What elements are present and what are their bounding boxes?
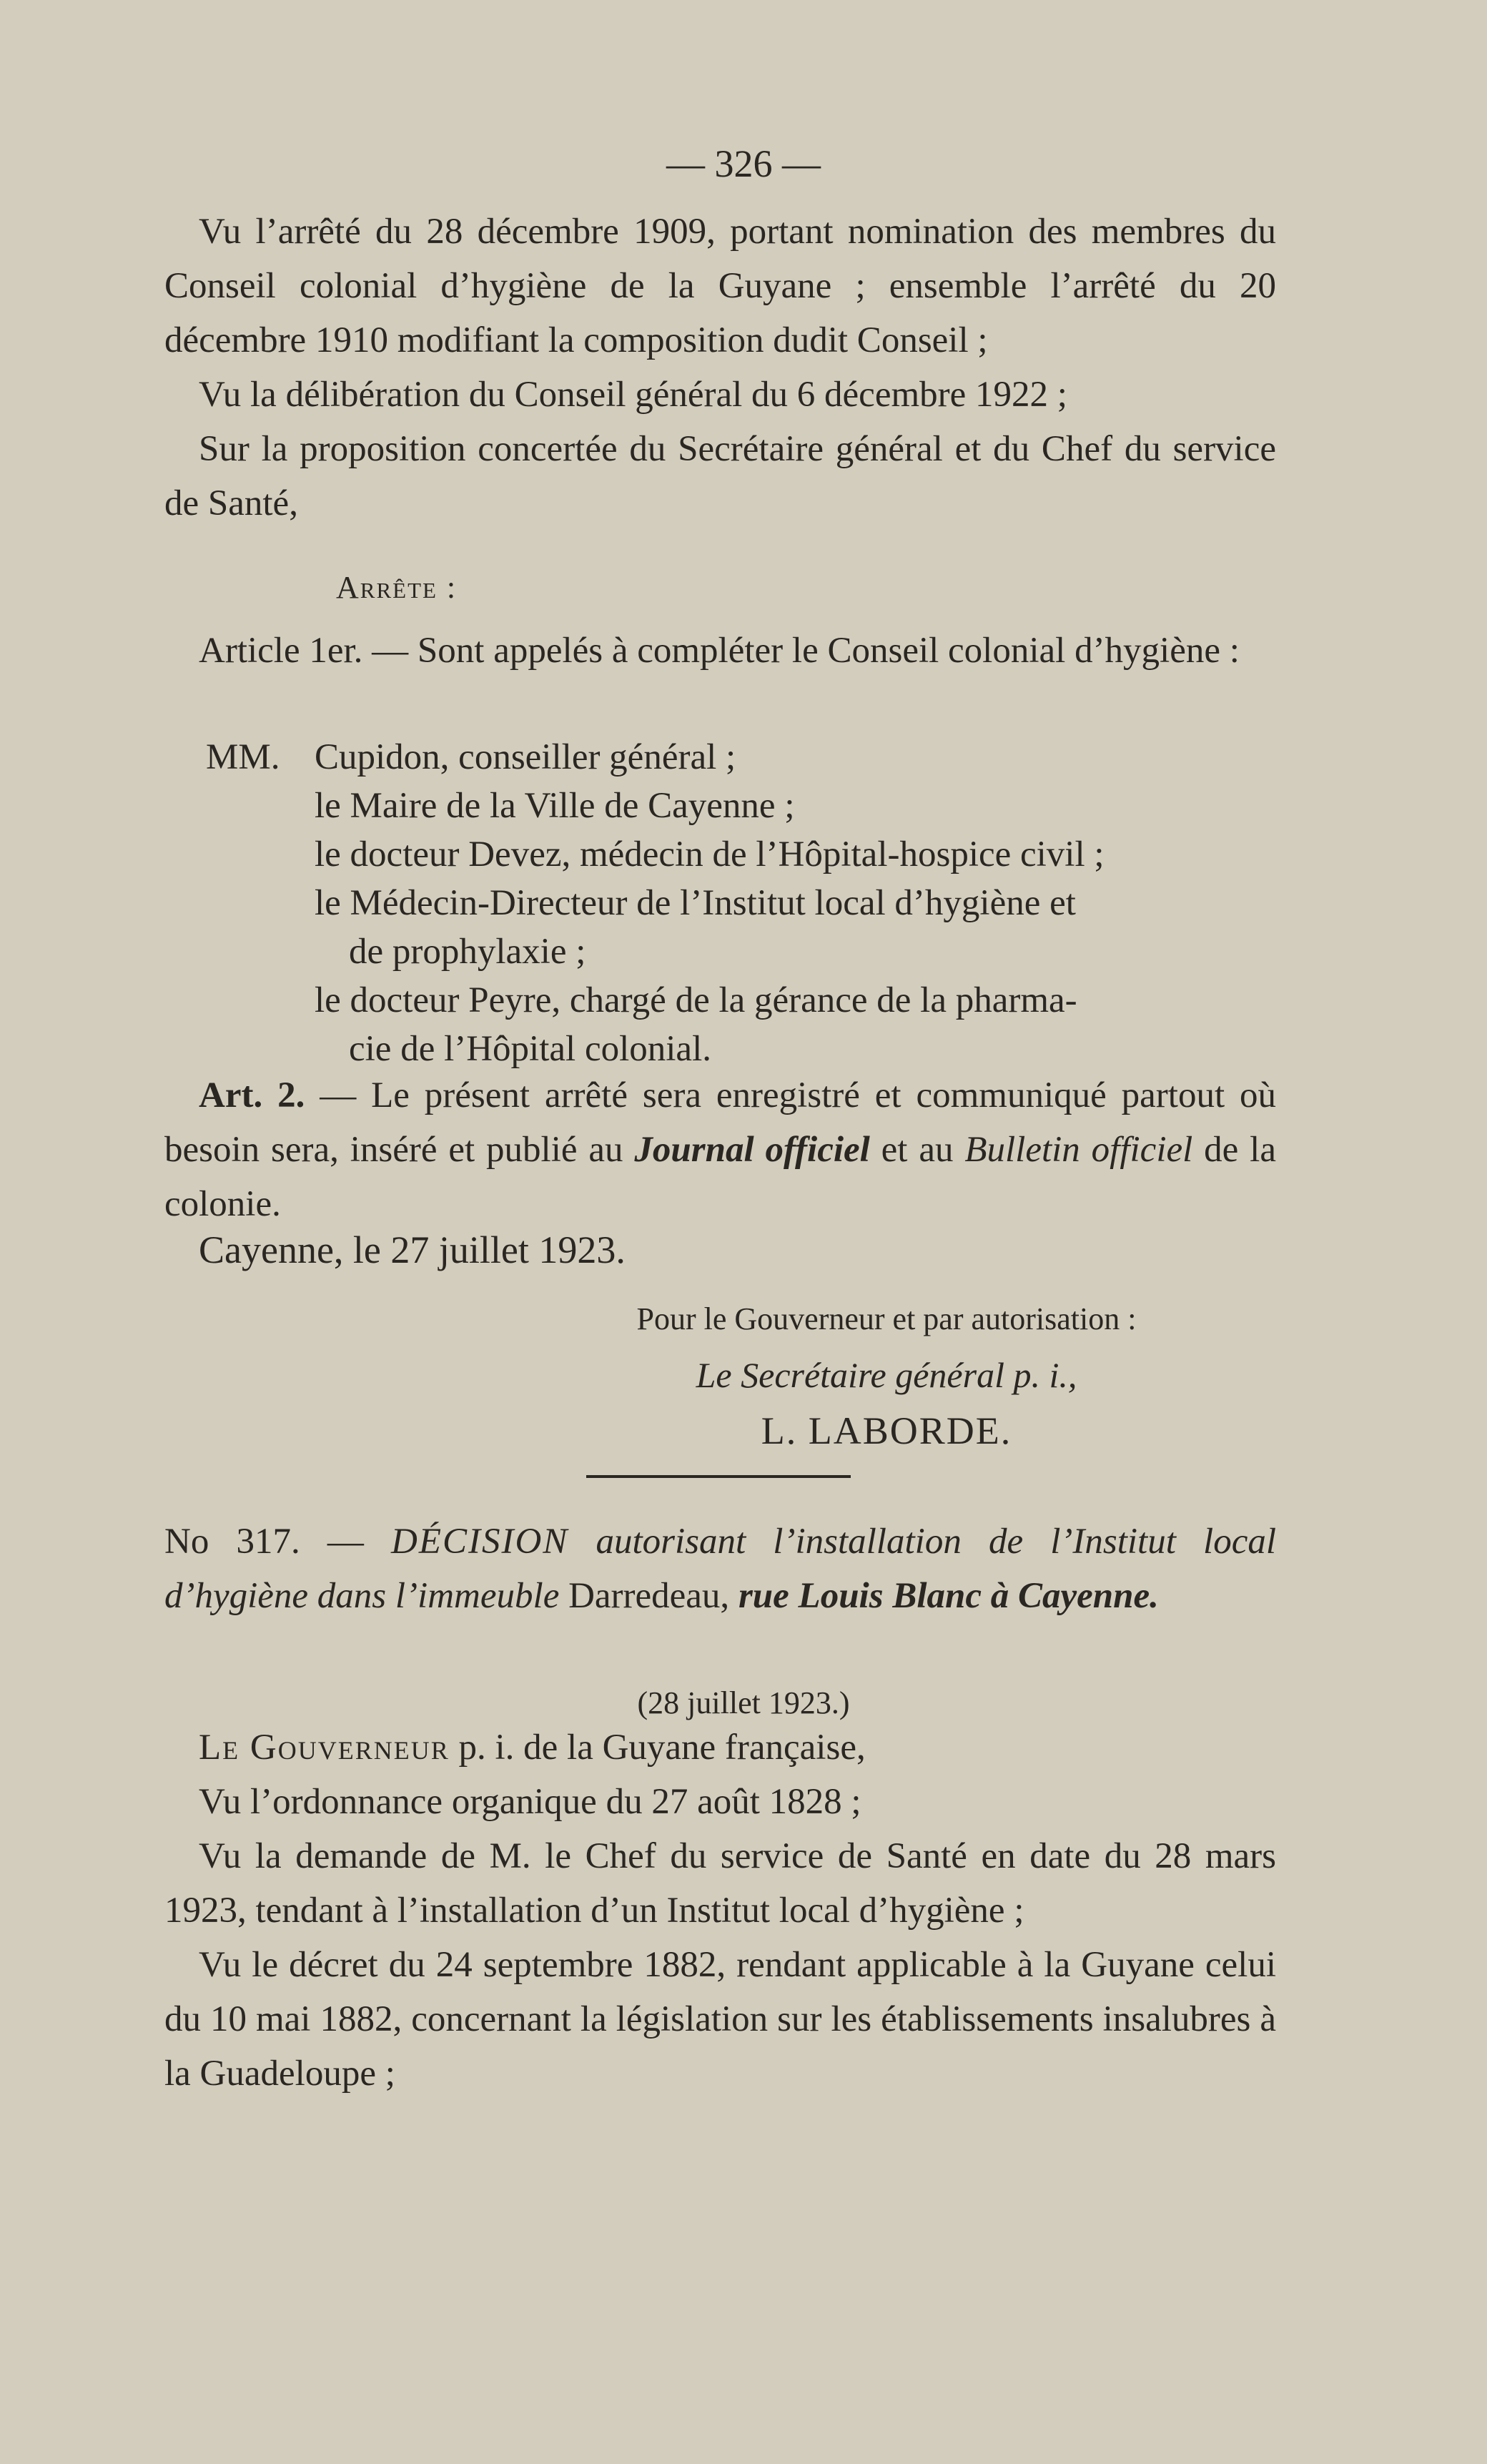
decision-number: No 317. — bbox=[164, 1522, 364, 1562]
article-2-label: Art. 2. bbox=[199, 1075, 305, 1115]
article-1-label: Article 1er. bbox=[199, 631, 363, 671]
decision-paragraph: Vu l’ordonnance organique du 27 août 1828 ; bbox=[199, 1782, 861, 1822]
signature-line-authority: Pour le Gouverneur et par autorisation : bbox=[636, 1301, 1137, 1336]
article-1 bbox=[164, 624, 1276, 678]
decision-body bbox=[164, 1720, 1276, 2101]
preamble-paragraph: Vu la délibération du Conseil général du 6 décembre 1922 ; bbox=[199, 375, 1067, 415]
preamble-paragraph: Sur la proposition concertée du Secrétaire général et du Chef du service de Santé, bbox=[164, 429, 1276, 523]
decision-heading: No 317. — DÉCISION autorisant l’installation de l’Institut local d’hygiène dans l’immeuble Darredeau, rue Louis Blanc à Cayenne. bbox=[164, 1522, 1276, 1616]
arrete-heading: Arrête : bbox=[336, 570, 458, 605]
member-item: Cupidon, conseiller général ; bbox=[315, 737, 736, 777]
journal-officiel: Journal officiel bbox=[634, 1130, 870, 1170]
member-item: le Médecin-Directeur de l’Institut local d’hygiène et de prophylaxie ; bbox=[315, 883, 1076, 972]
section-divider bbox=[586, 1475, 851, 1478]
decision-word: DÉCISION bbox=[391, 1522, 569, 1562]
decision-opening: Le Gouverneur p. i. de la Guyane française, bbox=[199, 1728, 866, 1768]
preamble-paragraph: Vu l’arrêté du 28 décembre 1909, portant nomination des membres du Conseil colonial d’hygiène de la Guyane ; ensemble l’arrêté du 20 décembre 1910 modifiant la composition dudit Conseil ; bbox=[164, 212, 1276, 360]
member-item: le docteur Devez, médecin de l’Hôpital-hospice civil ; bbox=[315, 834, 1105, 874]
members-list bbox=[315, 733, 1276, 1073]
signature-block bbox=[543, 1291, 1230, 1459]
page-number: — 326 — bbox=[666, 142, 821, 185]
signature-name: L. LABORDE. bbox=[761, 1409, 1012, 1452]
preamble bbox=[164, 204, 1276, 531]
decision-date: (28 juillet 1923.) bbox=[637, 1685, 850, 1720]
article-1-text: — Sont appelés à compléter le Conseil colonial d’hygiène : bbox=[362, 631, 1240, 671]
members-prefix: MM. bbox=[206, 737, 280, 777]
decision-paragraph: Vu le décret du 24 septembre 1882, rendant applicable à la Guyane celui du 10 mai 1882, concernant la législation sur les établissements insalubres à la Guadeloupe ; bbox=[164, 1945, 1276, 2094]
date-line: Cayenne, le 27 juillet 1923. bbox=[199, 1228, 626, 1271]
article-2: Art. 2. — Le présent arrêté sera enregistré et communiqué partout où besoin sera, inséré et publié au Journal officiel et au Bulletin officiel de la colonie. bbox=[164, 1075, 1276, 1224]
member-item: le docteur Peyre, chargé de la gérance de la pharma- cie de l’Hôpital colonial. bbox=[315, 980, 1077, 1069]
owner-name: Darredeau, bbox=[568, 1576, 730, 1616]
signature-line-title: Le Secrétaire général p. i., bbox=[696, 1355, 1077, 1395]
member-item: le Maire de la Ville de Cayenne ; bbox=[315, 786, 795, 826]
bulletin-officiel: Bulletin officiel bbox=[964, 1130, 1193, 1170]
decision-paragraph: Vu la demande de M. le Chef du service de Santé en date du 28 mars 1923, tendant à l’installation d’un Institut local d’hygiène ; bbox=[164, 1836, 1276, 1931]
